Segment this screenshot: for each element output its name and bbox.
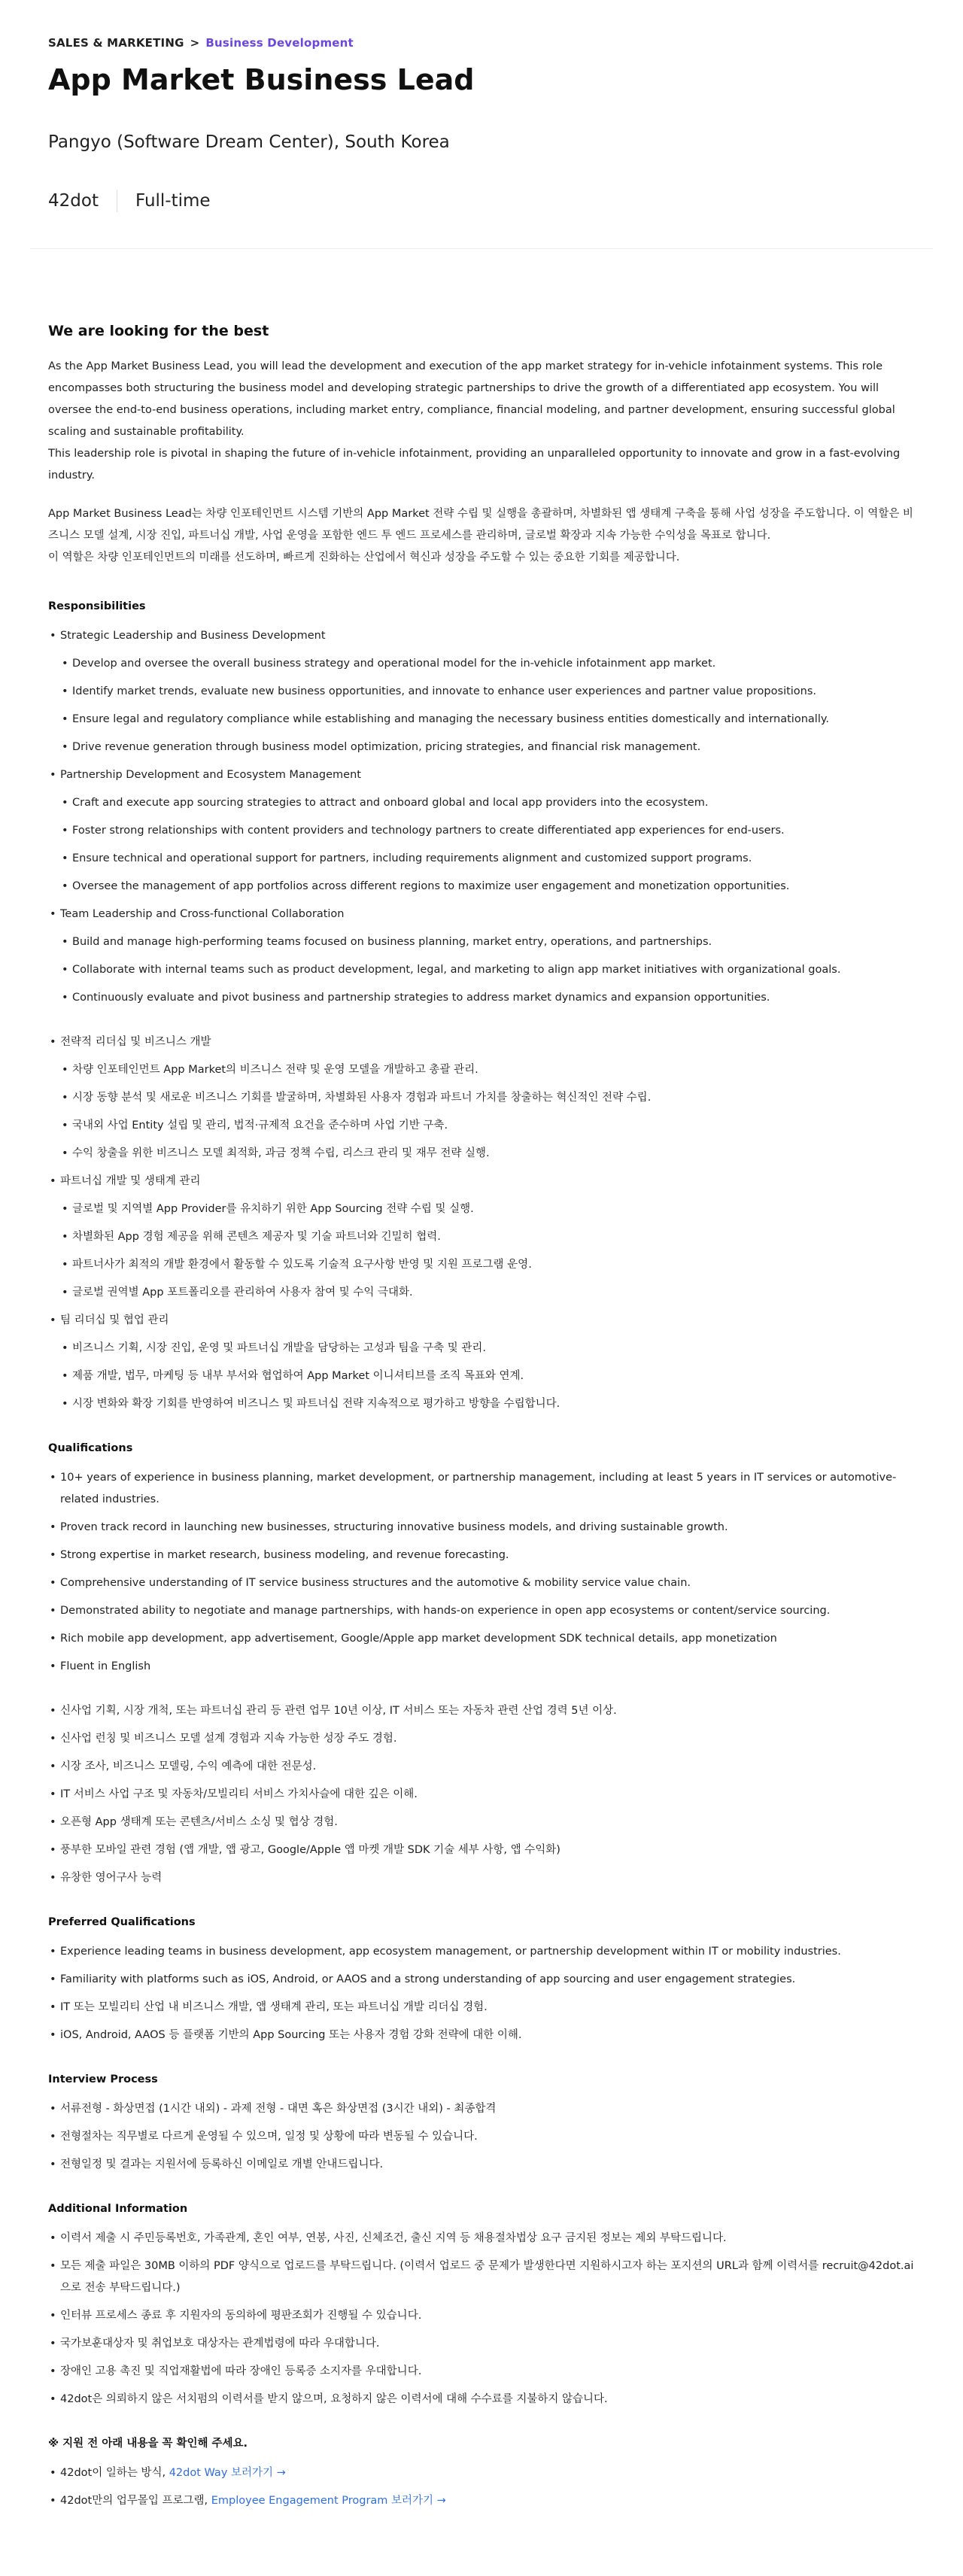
responsibility-item: • Continuously evaluate and pivot business and partnership strategies to address market dynamics and expansion opportunities. [48,987,915,1009]
qualification-item: • Demonstrated ability to negotiate and manage partnerships, with hands-on experience in open app ecosystems or content/service sourcing. [48,1600,915,1622]
responsibility-group: • 팀 리더십 및 협업 관리 [48,1310,915,1332]
responsibility-item: • Craft and execute app sourcing strategies to attract and onboard global and local app providers into the ecosystem. [48,792,915,814]
job-description [48,323,915,2512]
responsibility-item: • 수익 창출을 위한 비즈니스 모델 최적화, 과금 정책 수립, 리스크 관리 및 재무 전략 실행. [48,1143,915,1165]
breadcrumb-separator: > [190,36,200,50]
additional-info-item: • 인터뷰 프로세스 종료 후 지원자의 동의하에 평판조회가 진행될 수 있습니다. [48,2305,915,2327]
qualification-item: • IT 서비스 사업 구조 및 자동차/모빌리티 서비스 가치사슬에 대한 깊은 이해. [48,1784,915,1806]
breadcrumb-team[interactable]: Business Development [205,36,354,50]
responsibility-item: • 차별화된 App 경험 제공을 위해 콘텐츠 제공자 및 기술 파트너와 긴밀히 협력. [48,1226,915,1248]
preferred-list [48,1941,915,2046]
additional-info-item: • 42dot은 의뢰하지 않은 서치펌의 이력서를 받지 않으며, 요청하지 않은 이력서에 대해 수수료를 지불하지 않습니다. [48,2389,915,2410]
responsibility-group: • Partnership Development and Ecosystem Management [48,764,915,786]
additional-list [48,2228,915,2410]
responsibilities-en-list [48,625,915,1009]
qualifications-en-list [48,1467,915,1678]
job-title: App Market Business Lead [48,63,475,96]
responsibility-item: • 제품 개발, 법무, 마케팅 등 내부 부서와 협업하여 App Market 이니셔티브를 조직 목표와 연계. [48,1365,915,1387]
notice-heading: ※ 지원 전 아래 내용을 꼭 확인해 주세요. [48,2438,248,2450]
responsibility-item: • Identify market trends, evaluate new business opportunities, and innovate to enhance user experiences and partner value propositions. [48,681,915,703]
qualification-item: • Strong expertise in market research, business modeling, and revenue forecasting. [48,1545,915,1566]
responsibility-group: • Strategic Leadership and Business Development [48,625,915,647]
intro-ko-paragraph-2: 이 역할은 차량 인포테인먼트의 미래를 선도하며, 빠르게 진화하는 산업에서 혁신과 성장을 주도할 수 있는 중요한 기회를 제공합니다. [48,551,680,564]
qualification-item: • 풍부한 모바일 관련 경험 (앱 개발, 앱 광고, Google/Apple 앱 마켓 개발 SDK 기술 세부 사항, 앱 수익화) [48,1839,915,1861]
additional-info-item: • 이력서 제출 시 주민등록번호, 가족관계, 혼인 여부, 연봉, 사진, 신체조건, 출신 지역 등 채용절차법상 요구 금지된 정보는 제외 부탁드립니다. [48,2228,915,2249]
preferred-item: • Familiarity with platforms such as iOS, Android, or AAOS and a strong understanding of app sourcing and user engagement strategies. [48,1969,915,1991]
responsibility-item: • 파트너사가 최적의 개발 환경에서 활동할 수 있도록 기술적 요구사항 반영 및 지원 프로그램 운영. [48,1254,915,1276]
responsibility-item: • Drive revenue generation through business model optimization, pricing strategies, and financial risk management. [48,737,915,758]
engagement-program-link[interactable]: Employee Engagement Program 보러가기 → [211,2495,446,2507]
section-heading-looking: We are looking for the best [48,323,269,339]
preferred-item: • Experience leading teams in business development, app ecosystem management, or partnership development within IT or mobility industries. [48,1941,915,1963]
notice-item [48,2462,915,2484]
job-location: Pangyo (Software Dream Center), South Korea [48,132,450,152]
qualification-item: • 10+ years of experience in business planning, market development, or partnership management, including at least 5 years in IT services or automotive-related industries. [48,1467,915,1511]
qualification-item: • 유창한 영어구사 능력 [48,1867,915,1889]
employment-type: Full-time [135,191,211,211]
responsibility-group: • Team Leadership and Cross-functional Collaboration [48,904,915,925]
responsibility-item: • Build and manage high-performing teams focused on business planning, market entry, operations, and partnerships. [48,931,915,953]
header-divider [30,248,933,249]
notice-item [48,2490,915,2512]
qualification-item: • 시장 조사, 비즈니스 모델링, 수익 예측에 대한 전문성. [48,1756,915,1778]
responsibility-group: • 파트너십 개발 및 생태계 관리 [48,1171,915,1192]
interview-step: • 전형일정 및 결과는 지원서에 등록하신 이메일로 개별 안내드립니다. [48,2154,915,2176]
notice-text: 42dot이 일하는 방식, [60,2467,169,2479]
responsibilities-ko-list [48,1031,915,1415]
section-heading-additional: Additional Information [48,2203,188,2215]
responsibility-item: • Collaborate with internal teams such as product development, legal, and marketing to align app market initiatives with organizational goals. [48,959,915,981]
intro-ko-paragraph: App Market Business Lead는 차량 인포테인먼트 시스템 기반의 App Market 전략 수립 및 실행을 총괄하며, 차별화된 앱 생태계 구축을 통해 사업 성장을 주도합니다. 이 역할은 비즈니스 모델 설계, 시장 진입, 파트너십 개발, 사업 운영을 포함한 엔드 투 엔드 프로세스를 관리하며, 글로벌 확장과 지속 가능한 수익성을 목표로 합니다. [48,508,913,542]
qualification-item: • Proven track record in launching new businesses, structuring innovative business models, and driving sustainable growth. [48,1517,915,1539]
section-heading-interview: Interview Process [48,2073,158,2085]
qualification-item: • 오픈형 App 생태계 또는 콘텐츠/서비스 소싱 및 협상 경험. [48,1812,915,1833]
qualification-item: • 신사업 런칭 및 비즈니스 모델 설계 경험과 지속 가능한 성장 주도 경험. [48,1728,915,1750]
qualification-item: • Fluent in English [48,1656,915,1678]
responsibility-item: • Ensure technical and operational support for partners, including requirements alignment and customized support programs. [48,848,915,870]
additional-info-item: • 장애인 고용 촉진 및 직업재활법에 따라 장애인 등록증 소지자를 우대합니다. [48,2361,915,2383]
responsibility-item: • 글로벌 권역별 App 포트폴리오를 관리하여 사용자 참여 및 수익 극대화. [48,1282,915,1304]
additional-info-item: • 모든 제출 파일은 30MB 이하의 PDF 양식으로 업로드를 부탁드립니다. (이력서 업로드 중 문제가 발생한다면 지원하시고자 하는 포지션의 URL과 함께 이력서를 recruit@42dot.ai으로 전송 부탁드립니다.) [48,2256,915,2299]
responsibility-item: • Develop and oversee the overall business strategy and operational model for the in-vehicle infotainment app market. [48,653,915,675]
breadcrumb [48,36,915,50]
intro-en-paragraph: As the App Market Business Lead, you will lead the development and execution of the app market strategy for in-vehicle infotainment systems. This role encompasses both structuring the business model and developing strategic partnerships to drive the growth of a differentiated app ecosystem. You will oversee the end-to-end business operations, including market entry, compliance, financial modeling, and partner development, ensuring successful global scaling and sustainable profitability. [48,360,895,438]
additional-info-item: • 국가보훈대상자 및 취업보호 대상자는 관계법령에 따라 우대합니다. [48,2333,915,2355]
interview-list [48,2098,915,2176]
preferred-item: • iOS, Android, AAOS 등 플랫폼 기반의 App Sourcing 또는 사용자 경험 강화 전략에 대한 이해. [48,2025,915,2046]
responsibility-item: • 비즈니스 기획, 시장 진입, 운영 및 파트너십 개발을 담당하는 고성과 팀을 구축 및 관리. [48,1338,915,1359]
responsibility-item: • 시장 동향 분석 및 새로운 비즈니스 기회를 발굴하며, 차별화된 사용자 경험과 파트너 가치를 창출하는 혁신적인 전략 수립. [48,1087,915,1109]
responsibility-item: • Oversee the management of app portfolios across different regions to maximize user engagement and monetization opportunities. [48,876,915,898]
intro-en-paragraph-2: This leadership role is pivotal in shaping the future of in-vehicle infotainment, providing an unparalleled opportunity to innovate and grow in a fast-evolving industry. [48,448,901,481]
interview-step: • 서류전형 - 화상면접 (1시간 내외) - 과제 전형 - 대면 혹은 화상면접 (3시간 내외) - 최종합격 [48,2098,915,2120]
job-meta [48,190,915,212]
section-heading-responsibilities: Responsibilities [48,600,146,612]
company-name: 42dot [48,191,99,211]
responsibility-item: • Ensure legal and regulatory compliance while establishing and managing the necessary business entities domestically and internationally. [48,709,915,731]
responsibility-item: • Foster strong relationships with content providers and technology partners to create differentiated app experiences for end-users. [48,820,915,842]
qualification-item: • 신사업 기획, 시장 개척, 또는 파트너십 관리 등 관련 업무 10년 이상, IT 서비스 또는 자동차 관련 산업 경력 5년 이상. [48,1700,915,1722]
notice-text: 42dot만의 업무몰입 프로그램, [60,2495,211,2507]
qualifications-ko-list [48,1700,915,1889]
notice-list [48,2462,915,2512]
responsibility-item: • 글로벌 및 지역별 App Provider를 유치하기 위한 App Sourcing 전략 수립 및 실행. [48,1198,915,1220]
section-heading-preferred: Preferred Qualifications [48,1916,196,1928]
qualification-item: • Comprehensive understanding of IT service business structures and the automotive & mobility service value chain. [48,1572,915,1594]
qualification-item: • Rich mobile app development, app advertisement, Google/Apple app market development SDK technical details, app monetization [48,1628,915,1650]
42dot-way-link[interactable]: 42dot Way 보러가기 → [169,2467,286,2479]
preferred-item: • IT 또는 모빌리티 산업 내 비즈니스 개발, 앱 생태계 관리, 또는 파트너십 개발 리더십 경험. [48,1997,915,2019]
responsibility-group: • 전략적 리더십 및 비즈니스 개발 [48,1031,915,1053]
responsibility-item: • 국내외 사업 Entity 설립 및 관리, 법적·규제적 요건을 준수하며 사업 기반 구축. [48,1115,915,1137]
section-heading-qualifications: Qualifications [48,1442,133,1454]
interview-step: • 전형절차는 직무별로 다르게 운영될 수 있으며, 일정 및 상황에 따라 변동될 수 있습니다. [48,2126,915,2148]
responsibility-item: • 차량 인포테인먼트 App Market의 비즈니스 전략 및 운영 모델을 개발하고 총괄 관리. [48,1059,915,1081]
breadcrumb-category[interactable]: SALES & MARKETING [48,36,184,50]
responsibility-item: • 시장 변화와 확장 기회를 반영하여 비즈니스 및 파트너십 전략 지속적으로 평가하고 방향을 수립합니다. [48,1393,915,1415]
